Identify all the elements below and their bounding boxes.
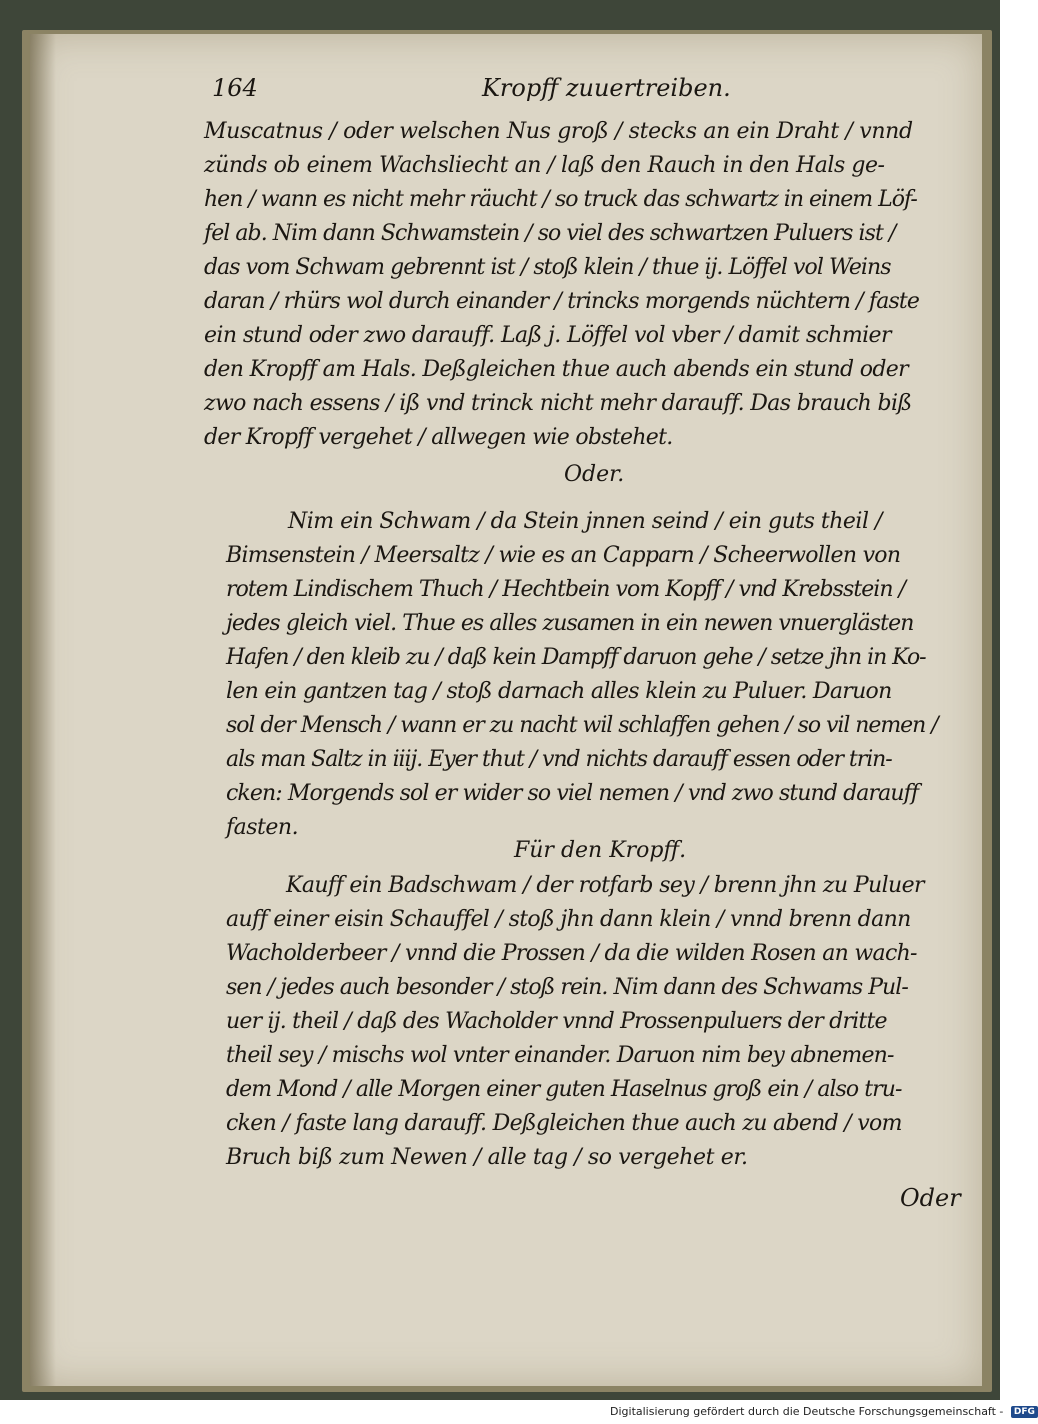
text-line: jedes gleich viel. Thue es alles zusamen in ein newen vnuerglästen xyxy=(226,611,914,636)
text-line: len ein gantzen tag / stoß darnach alles klein zu Puluer. Daruon xyxy=(226,679,892,704)
digitization-credit xyxy=(610,1404,1035,1420)
text-line: uer ij. theil / daß des Wacholder vnnd Prossenpuluers der dritte xyxy=(226,1009,887,1034)
text-line: auff einer eisin Schauffel / stoß jhn dann klein / vnnd brenn dann xyxy=(226,907,911,932)
text-line: zwo nach essens / iß vnd trinck nicht mehr darauff. Das brauch biß xyxy=(204,391,912,416)
text-line: ein stund oder zwo darauff. Laß j. Löffel vol vber / damit schmier xyxy=(204,323,891,348)
text-line: cken / faste lang darauff. Deßgleichen thue auch zu abend / vom xyxy=(226,1111,902,1136)
text-line: Hafen / den kleib zu / daß kein Dampff daruon gehe / setze jhn in Ko- xyxy=(226,645,926,670)
text-line: Wacholderbeer / vnnd die Prossen / da die wilden Rosen an wach- xyxy=(226,941,917,966)
text-line: fel ab. Nim dann Schwamstein / so viel des schwartzen Puluers ist / xyxy=(204,221,896,246)
text-line: den Kropff am Hals. Deßgleichen thue auch abends ein stund oder xyxy=(204,357,908,382)
text-line: dem Mond / alle Morgen einer guten Haselnus groß ein / also tru- xyxy=(226,1077,902,1102)
text-line: als man Saltz in iiij. Eyer thut / vnd nichts darauff essen oder trin- xyxy=(226,747,892,772)
running-title: Kropff zuuertreiben. xyxy=(482,74,731,102)
page-gutter-shadow xyxy=(30,34,56,1386)
text-line: das vom Schwam gebrennt ist / stoß klein / thue ij. Löffel vol Weins xyxy=(204,255,891,280)
book-page xyxy=(30,34,982,1386)
text-line: Bimsenstein / Meersaltz / wie es an Capparn / Scheerwollen von xyxy=(226,543,901,568)
text-line: hen / wann es nicht mehr räucht / so truck das schwartz in einem Löf- xyxy=(204,187,917,212)
section-heading: Oder. xyxy=(564,462,625,487)
text-line: rotem Lindischem Thuch / Hechtbein vom Kopff / vnd Krebsstein / xyxy=(226,577,906,602)
text-line: Bruch biß zum Newen / alle tag / so vergehet er. xyxy=(226,1145,748,1170)
text-line: fasten. xyxy=(226,815,299,840)
page-number: 164 xyxy=(212,74,258,102)
dfg-logo: DFG xyxy=(1011,1406,1038,1418)
text-line: cken: Morgends sol er wider so viel nemen / vnd zwo stund darauff xyxy=(226,781,919,806)
text-line: Muscatnus / oder welschen Nus groß / stecks an ein Draht / vnnd xyxy=(204,119,913,144)
text-line: sen / jedes auch besonder / stoß rein. Nim dann des Schwams Pul- xyxy=(226,975,908,1000)
section-heading: Für den Kropff. xyxy=(514,838,687,863)
text-line: theil sey / mischs wol vnter einander. Daruon nim bey abnemen- xyxy=(226,1043,894,1068)
credit-text: Digitalisierung gefördert durch die Deutsche Forschungsgemeinschaft - xyxy=(610,1405,1004,1418)
text-line: sol der Mensch / wann er zu nacht wil schlaffen gehen / so vil nemen / xyxy=(226,713,938,738)
catchword: Oder xyxy=(900,1184,961,1212)
text-line: der Kropff vergehet / allwegen wie obstehet. xyxy=(204,425,673,450)
text-line: daran / rhürs wol durch einander / trincks morgends nüchtern / faste xyxy=(204,289,920,314)
text-line: zünds ob einem Wachsliecht an / laß den Rauch in den Hals ge- xyxy=(204,153,885,178)
text-line: Kauff ein Badschwam / der rotfarb sey / brenn jhn zu Puluer xyxy=(286,873,924,898)
text-line: Nim ein Schwam / da Stein jnnen seind / ein guts theil / xyxy=(288,509,882,534)
